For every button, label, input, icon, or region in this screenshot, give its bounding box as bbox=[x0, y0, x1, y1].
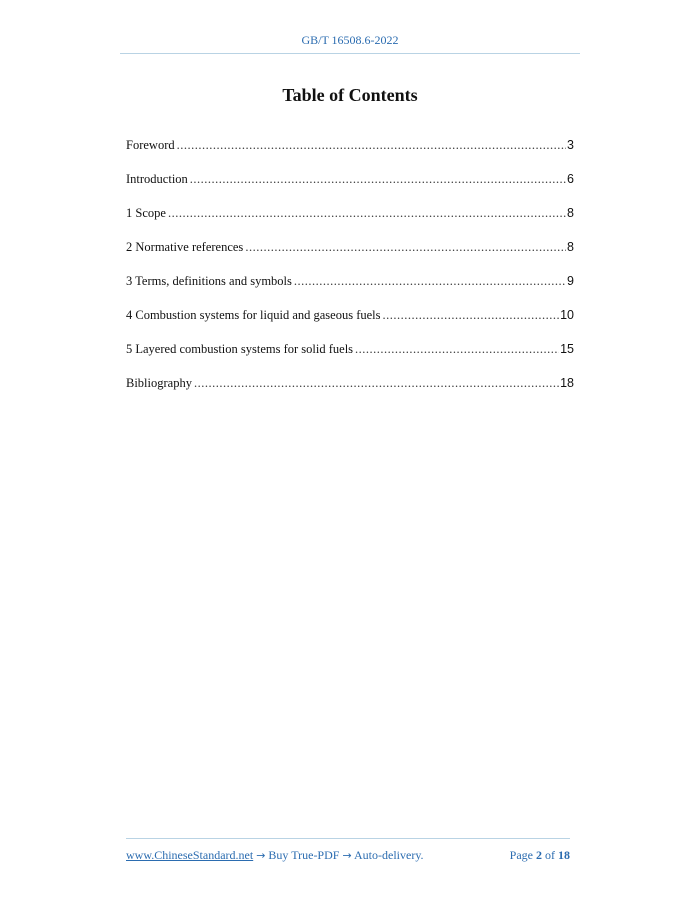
dot-leader bbox=[383, 308, 560, 323]
dot-leader bbox=[194, 376, 559, 391]
footer-divider bbox=[126, 838, 570, 839]
running-header: GB/T 16508.6-2022 bbox=[301, 33, 399, 47]
toc-entry-page: 6 bbox=[567, 172, 574, 186]
toc-entry-label: Introduction bbox=[126, 172, 188, 186]
toc-entry-label: 3 Terms, definitions and symbols bbox=[126, 274, 292, 288]
arrow-right-icon: → bbox=[342, 849, 352, 862]
toc-entry-page: 18 bbox=[560, 376, 574, 390]
site-link[interactable]: www.ChineseStandard.net bbox=[126, 848, 254, 862]
toc-entry-normative-references[interactable] bbox=[126, 240, 574, 274]
toc-entry-terms-definitions[interactable] bbox=[126, 274, 574, 308]
page-total: 18 bbox=[558, 848, 570, 862]
toc-title: Table of Contents bbox=[282, 85, 418, 105]
footer-promo bbox=[126, 848, 424, 863]
toc-list bbox=[126, 138, 574, 410]
toc-entry-scope[interactable] bbox=[126, 206, 574, 240]
toc-entry-page: 8 bbox=[567, 206, 574, 220]
dot-leader bbox=[190, 172, 566, 187]
dot-leader bbox=[355, 342, 559, 357]
arrow-right-icon: → bbox=[256, 849, 266, 862]
dot-leader bbox=[168, 206, 566, 221]
page-of: of bbox=[545, 848, 555, 862]
auto-delivery-text: Auto-delivery. bbox=[354, 848, 424, 862]
toc-entry-label: 5 Layered combustion systems for solid fuels bbox=[126, 342, 354, 356]
toc-entry-label: Foreword bbox=[126, 138, 175, 152]
toc-entry-page: 3 bbox=[567, 138, 574, 152]
toc-entry-page: 8 bbox=[567, 240, 574, 254]
toc-entry-label: 2 Normative references bbox=[126, 240, 244, 254]
toc-entry-page: 9 bbox=[567, 274, 574, 288]
dot-leader bbox=[177, 138, 566, 153]
toc-entry-label: 4 Combustion systems for liquid and gaseous fuels bbox=[126, 308, 381, 322]
toc-entry-combustion-liquid-gaseous[interactable] bbox=[126, 308, 574, 342]
toc-entry-label: Bibliography bbox=[126, 376, 192, 390]
toc-entry-foreword[interactable] bbox=[126, 138, 574, 172]
toc-entry-bibliography[interactable] bbox=[126, 376, 574, 410]
dot-leader bbox=[245, 240, 566, 255]
toc-entry-layered-combustion-solid[interactable] bbox=[126, 342, 574, 376]
toc-entry-page: 15 bbox=[560, 342, 574, 356]
toc-entry-page: 10 bbox=[560, 308, 574, 322]
page-number bbox=[510, 848, 570, 863]
buy-true-pdf-text: Buy True-PDF bbox=[268, 848, 340, 862]
page-prefix: Page bbox=[509, 848, 533, 862]
page-current: 2 bbox=[536, 848, 542, 862]
toc-entry-introduction[interactable] bbox=[126, 172, 574, 206]
dot-leader bbox=[294, 274, 566, 289]
header-divider bbox=[120, 53, 580, 54]
toc-entry-label: 1 Scope bbox=[126, 206, 166, 220]
